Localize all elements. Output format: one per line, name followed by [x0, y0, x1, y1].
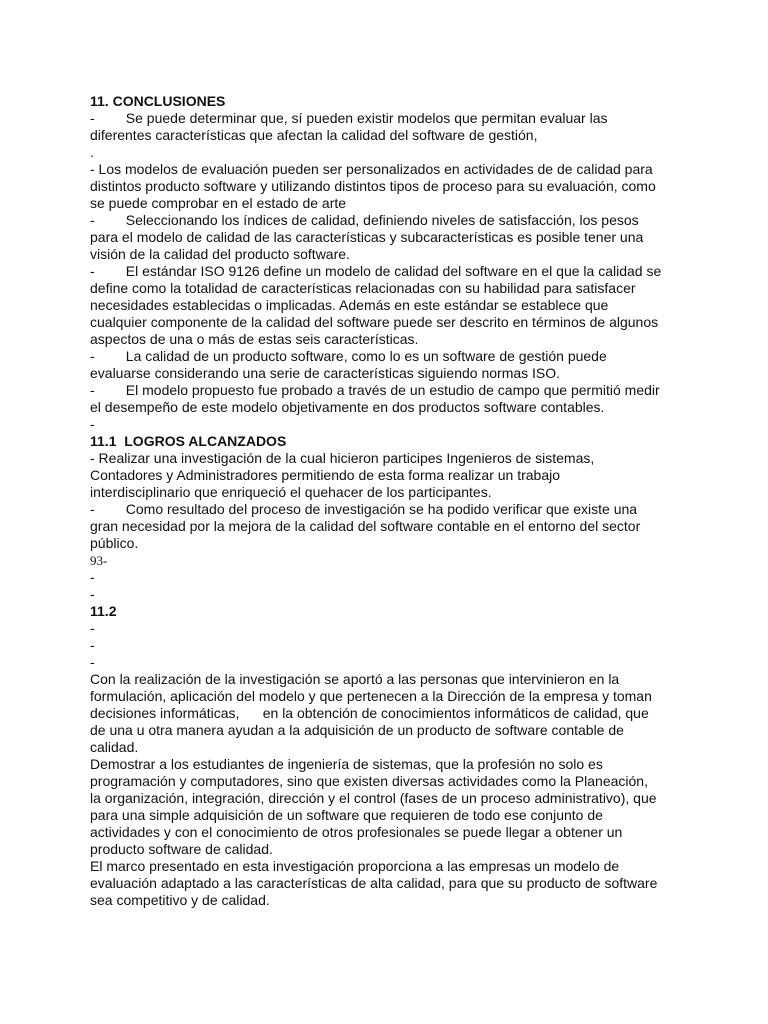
- text-line: Con la realización de la investigación se aportó a las personas que intervinieron en la: [90, 671, 620, 687]
- dash-line: -: [90, 586, 95, 602]
- text-line: interdisciplinario que enriqueció el quehacer de los participantes.: [90, 484, 492, 500]
- text-line: .: [90, 144, 94, 160]
- text-line: Contadores y Administradores permitiendo de esta forma realizar un trabajo: [90, 467, 561, 483]
- text-line: - Se puede determinar que, sí pueden existir modelos que permitan evaluar las: [90, 110, 608, 126]
- section-heading-logros: 11.1 LOGROS ALCANZADOS: [90, 433, 287, 449]
- text-line: - Seleccionando los índices de calidad, definiendo niveles de satisfacción, los pesos: [90, 212, 639, 228]
- text-line: decisiones informáticas, en la obtención de conocimientos informáticos de calidad, que: [90, 705, 649, 721]
- text-line: - Como resultado del proceso de investigación se ha podido verificar que existe una: [90, 501, 638, 517]
- text-line: de una u otra manera ayudan a la adquisición de un producto de software contable de: [90, 722, 624, 738]
- section-logros-body: [90, 450, 690, 552]
- text-line: calidad.: [90, 739, 139, 755]
- text-line: diferentes características que afectan la calidad del software de gestión,: [90, 127, 538, 143]
- text-line: - La calidad de un producto software, como lo es un software de gestión puede: [90, 348, 607, 364]
- page-number: 93-: [90, 553, 108, 568]
- text-line: formulación, aplicación del modelo y que pertenecen a la Dirección de la empresa y toman: [90, 688, 652, 704]
- text-line: actividades y con el conocimiento de otros profesionales se puede llegar a obtener un: [90, 824, 623, 840]
- section-11-2-body: [90, 671, 690, 909]
- text-line: para una simple adquisición de un software que requieren de todo ese conjunto de: [90, 807, 603, 823]
- text-line: el desempeño de este modelo objetivamente en dos productos software contables.: [90, 399, 605, 415]
- text-line: sea competitivo y de calidad.: [90, 892, 270, 908]
- section-heading-conclusiones: 11. CONCLUSIONES: [90, 93, 226, 109]
- section-heading-11-2: 11.2: [90, 603, 117, 619]
- text-line: - El estándar ISO 9126 define un modelo de calidad del software en el que la calidad se: [90, 263, 662, 279]
- text-line: - Realizar una investigación de la cual hicieron participes Ingenieros de sistemas,: [90, 450, 595, 466]
- text-line: programación y computadores, sino que existen diversas actividades como la Planeación,: [90, 773, 648, 789]
- text-line: producto software de calidad.: [90, 841, 273, 857]
- text-line: la organización, integración, dirección y el control (fases de un proceso administrativo), que: [90, 790, 657, 806]
- dash-line: -: [90, 620, 95, 636]
- text-line: para el modelo de calidad de las características y subcaracterísticas es posible tener una: [90, 229, 644, 245]
- text-line: El marco presentado en esta investigación proporciona a las empresas un modelo de: [90, 858, 620, 874]
- text-line: visión de la calidad del producto software.: [90, 246, 350, 262]
- text-line: evaluarse considerando una serie de características siguiendo normas ISO.: [90, 365, 561, 381]
- text-line: público.: [90, 535, 139, 551]
- text-line: - El modelo propuesto fue probado a través de un estudio de campo que permitió medir: [90, 382, 660, 398]
- text-line: evaluación adaptado a las características de alta calidad, para que su producto de software: [90, 875, 658, 891]
- document-page: [90, 93, 690, 909]
- text-line: -: [90, 416, 95, 432]
- text-line: Demostrar a los estudiantes de ingeniería de sistemas, que la profesión no solo es: [90, 756, 603, 772]
- text-line: se puede comprobar en el estado de arte: [90, 195, 347, 211]
- dash-line: -: [90, 569, 95, 585]
- text-line: aspectos de una o más de estas seis características.: [90, 331, 419, 347]
- dash-line: -: [90, 654, 95, 670]
- dash-line: -: [90, 637, 95, 653]
- text-line: define como la totalidad de características relacionadas con su habilidad para satisfacer: [90, 280, 636, 296]
- text-line: - Los modelos de evaluación pueden ser personalizados en actividades de de calidad para: [90, 161, 653, 177]
- text-line: necesidades establecidas o implicadas. Además en este estándar se establece que: [90, 297, 609, 313]
- text-line: cualquier componente de la calidad del software puede ser descrito en términos de algunos: [90, 314, 659, 330]
- text-line: distintos producto software y utilizando distintos tipos de proceso para su evaluación, como: [90, 178, 656, 194]
- text-line: gran necesidad por la mejora de la calidad del software contable en el entorno del sector: [90, 518, 641, 534]
- section-conclusiones-body: [90, 110, 690, 433]
